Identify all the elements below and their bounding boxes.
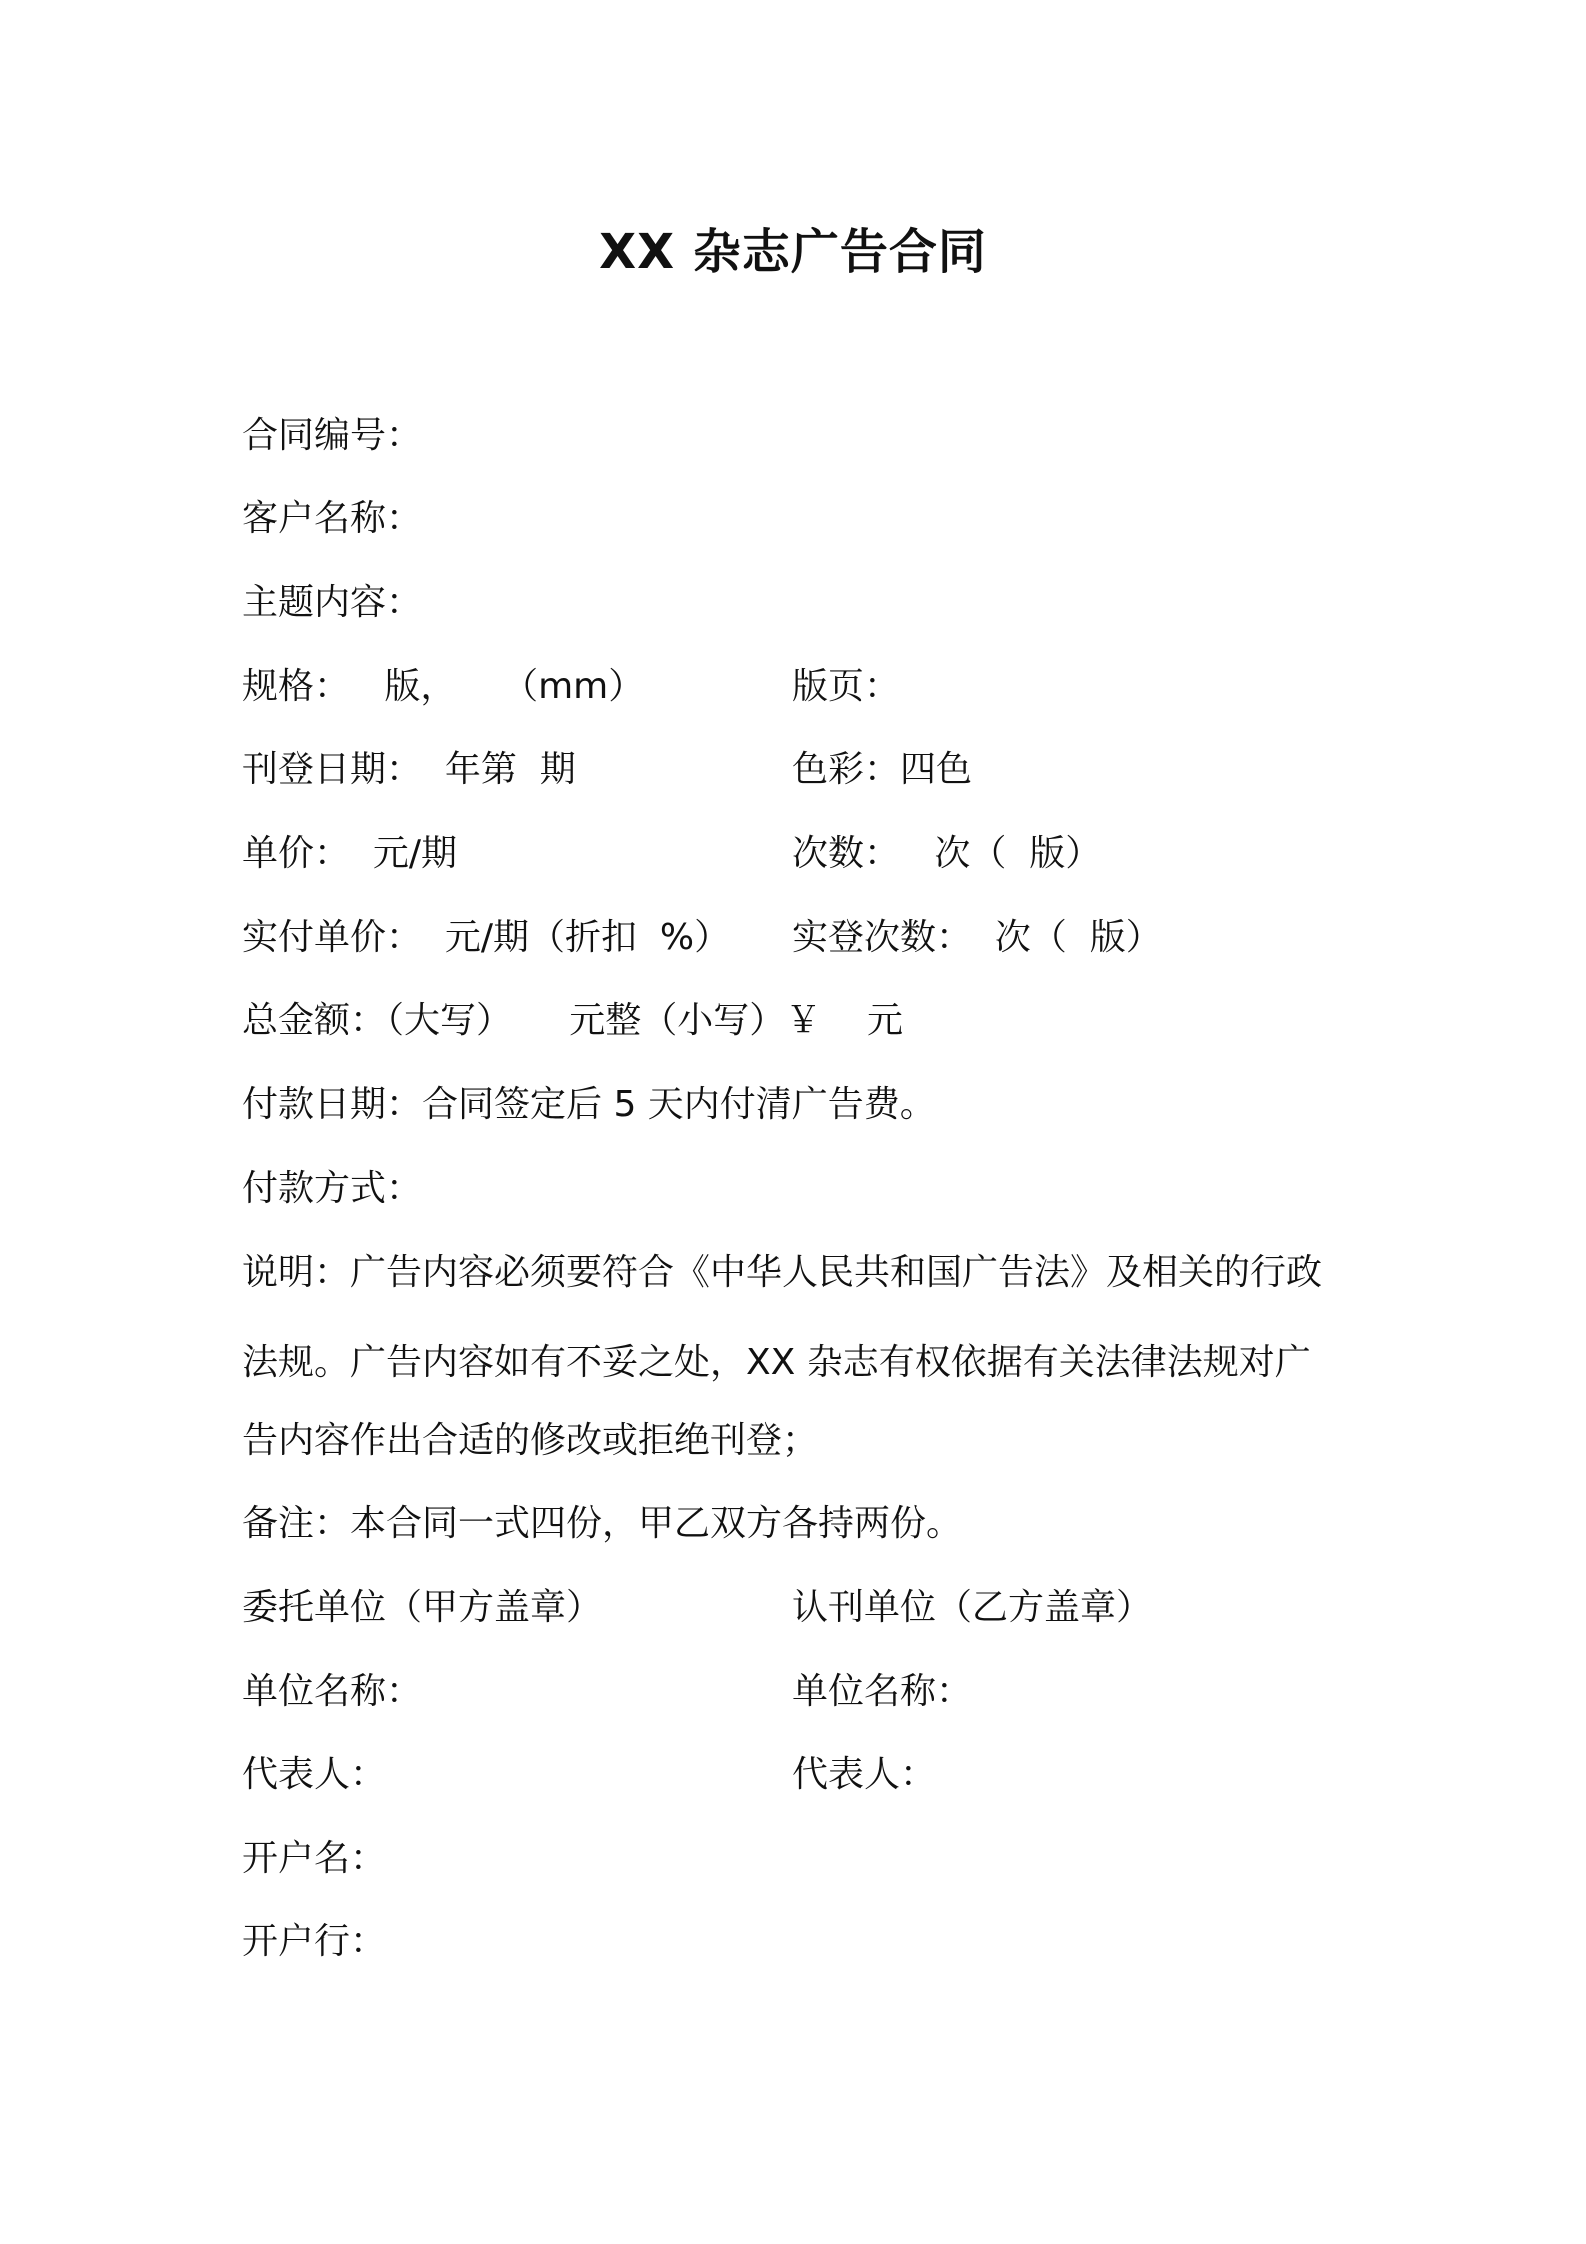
- party-a-unit-name: 单位名称：: [242, 1671, 423, 1712]
- unit-price-field: 单价： 元/期: [242, 833, 458, 874]
- party-a-representative: 代表人：: [242, 1754, 387, 1795]
- party-a-bank: 开户行：: [242, 1921, 387, 1962]
- note-line-2: 法规。广告内容如有不妥之处，XX 杂志有权依据有关法律法规对广: [242, 1342, 1311, 1383]
- party-a-heading: 委托单位（甲方盖章）: [242, 1587, 603, 1628]
- party-b-representative: 代表人：: [792, 1754, 937, 1795]
- document-title: XX 杂志广告合同: [599, 224, 987, 280]
- publish-date-field: 刊登日期： 年第 期: [242, 749, 576, 790]
- actual-price-field: 实付单价： 元/期（折扣 %）: [242, 917, 731, 958]
- actual-times-field: 实登次数： 次（ 版）: [792, 917, 1162, 958]
- payment-date-field: 付款日期：合同签定后 5 天内付清广告费。: [242, 1084, 936, 1125]
- party-a-account-name: 开户名：: [242, 1838, 387, 1879]
- party-b-heading: 认刊单位（乙方盖章）: [792, 1587, 1153, 1628]
- subject-field: 主题内容：: [242, 582, 423, 623]
- note-line-3: 告内容作出合适的修改或拒绝刊登；: [242, 1420, 819, 1461]
- spec-field: 规格： 版， （mm）: [242, 666, 645, 707]
- payment-method-field: 付款方式：: [242, 1168, 423, 1209]
- times-field: 次数： 次（ 版）: [792, 833, 1102, 874]
- note-line-1: 说明：广告内容必须要符合《中华人民共和国广告法》及相关的行政: [242, 1252, 1323, 1293]
- remark-field: 备注：本合同一式四份，甲乙双方各持两份。: [242, 1503, 963, 1544]
- color-field: 色彩：四色: [792, 749, 973, 790]
- page-field: 版页：: [792, 666, 901, 707]
- total-amount-field: 总金额：（大写） 元整（小写）￥ 元: [242, 1000, 903, 1041]
- client-name-field: 客户名称：: [242, 498, 423, 539]
- party-b-unit-name: 单位名称：: [792, 1671, 973, 1712]
- contract-number-field: 合同编号：: [242, 415, 423, 456]
